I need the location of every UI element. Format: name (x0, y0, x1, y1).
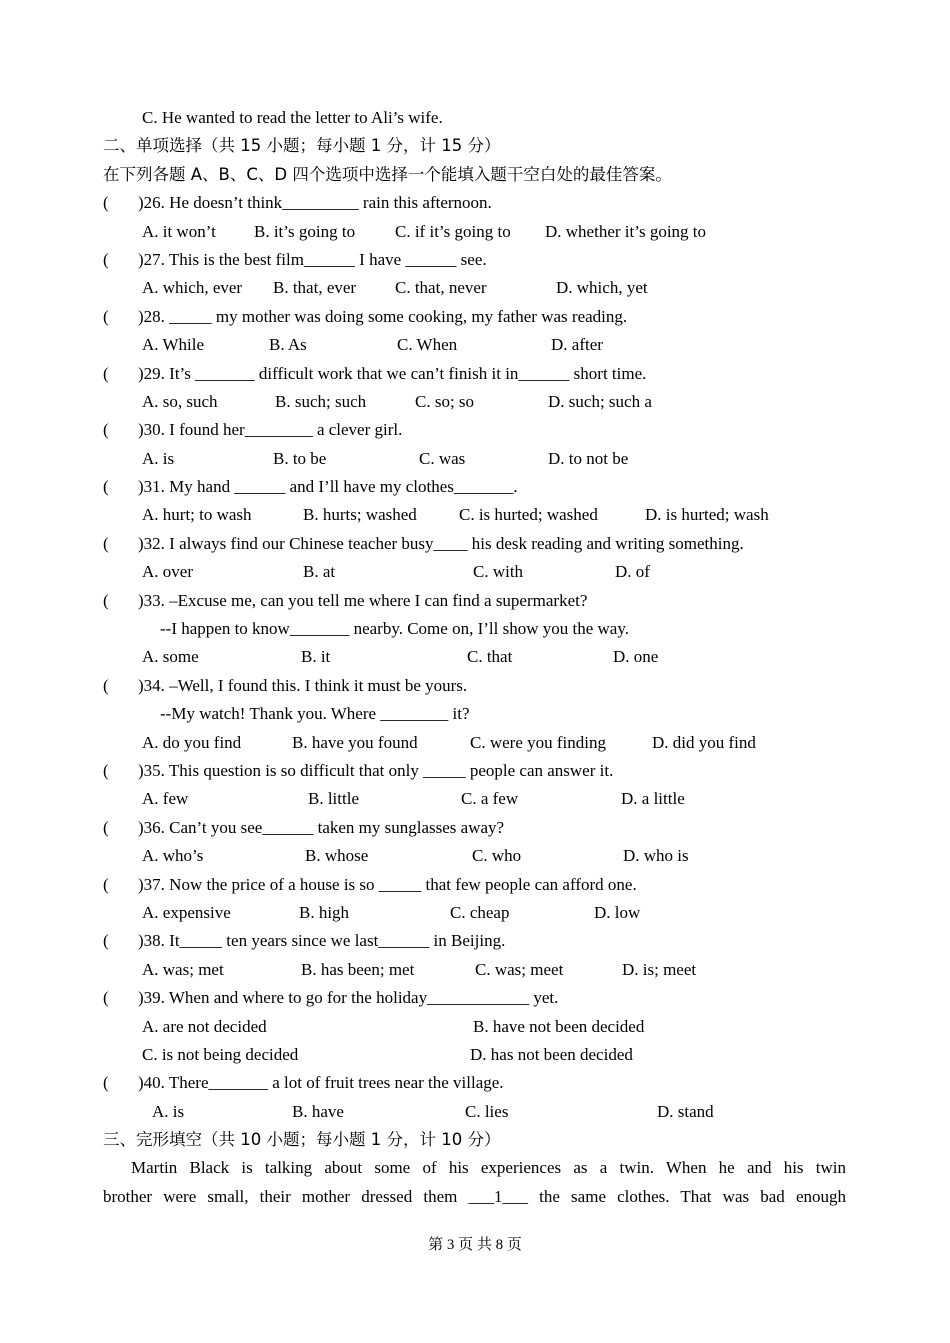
question-39-options-row-1 (0, 1013, 950, 1041)
option-d: D. is hurted; wash (645, 505, 769, 525)
carryover-line (0, 104, 950, 132)
question-34-dialogue (0, 700, 950, 728)
answer-bracket-open: ( (103, 874, 109, 894)
question-number: 34. (143, 675, 165, 695)
answer-bracket-close: ) (138, 193, 144, 213)
option-d: D. to not be (548, 448, 629, 468)
question-stem: I always find our Chinese teacher busy____ his desk reading and writing something. (169, 533, 744, 553)
question-27-stem-line (138, 246, 487, 274)
passage-line-2: brother were small, their mother dressed them ___1___ the same clothes. That was bad enough (103, 1186, 846, 1206)
option-c: C. When (397, 335, 458, 355)
exam-page-body (0, 104, 950, 1211)
option-b: B. high (299, 902, 350, 922)
option-a: A. over (142, 562, 193, 582)
question-number: 39. (143, 988, 165, 1008)
option-a: A. so, such (142, 391, 218, 411)
question-38-options (0, 956, 950, 984)
answer-bracket-close: ) (138, 249, 144, 269)
question-number: 26. (143, 193, 165, 213)
question-36-stem-line (138, 814, 504, 842)
option-c: C. that (467, 647, 513, 667)
question-number: 33. (143, 590, 165, 610)
question-number: 38. (143, 931, 165, 951)
option-b: B. have (292, 1101, 344, 1121)
question-32-options (0, 558, 950, 586)
option-c: C. cheap (450, 902, 510, 922)
question-28-stem-line (138, 303, 627, 331)
option-b: B. that, ever (273, 278, 357, 298)
question-34 (0, 672, 950, 700)
answer-bracket-open: ( (103, 1073, 109, 1093)
option-b: B. has been; met (301, 959, 415, 979)
section3-title: 三、完形填空（共 10 小题；每小题 1 分，计 10 分） (103, 1130, 501, 1150)
option-a: A. hurt; to wash (142, 505, 252, 525)
option-a: A. which, ever (142, 278, 243, 298)
question-stem: Can’t you see______ taken my sunglasses away? (169, 817, 505, 837)
option-b: B. at (303, 562, 336, 582)
option-b: B. it’s going to (254, 221, 356, 241)
option-c: C. lies (465, 1101, 509, 1121)
question-39-options-row-2 (0, 1041, 950, 1069)
question-37 (0, 871, 950, 899)
answer-bracket-close: ) (138, 420, 144, 440)
option-c: C. was; meet (475, 959, 564, 979)
option-b: B. whose (305, 846, 369, 866)
question-number: 27. (143, 249, 165, 269)
option-d: D. stand (657, 1101, 714, 1121)
answer-bracket-close: ) (138, 817, 144, 837)
question-36 (0, 814, 950, 842)
option-b: B. have you found (292, 732, 418, 752)
question-33-dialogue (0, 615, 950, 643)
answer-bracket-open: ( (103, 477, 109, 497)
question-stem: It’s _______ difficult work that we can’t finish it in______ short time. (169, 363, 647, 383)
question-stem: This question is so difficult that only _____ people can answer it. (168, 760, 614, 780)
option-a: A. While (142, 335, 205, 355)
section2-instruction-line (0, 161, 950, 189)
option-a: A. it won’t (142, 221, 216, 241)
option-c: C. a few (461, 789, 519, 809)
option-a: A. expensive (142, 902, 231, 922)
answer-bracket-close: ) (138, 675, 144, 695)
answer-bracket-close: ) (138, 988, 144, 1008)
option-d: D. whether it’s going to (545, 221, 707, 241)
option-a: A. few (142, 789, 189, 809)
question-number: 32. (143, 533, 165, 553)
answer-bracket-close: ) (138, 477, 144, 497)
answer-bracket-close: ) (138, 363, 144, 383)
option-a: A. is (142, 448, 175, 468)
option-c: C. so; so (415, 391, 475, 411)
answer-bracket-open: ( (103, 420, 109, 440)
option-d: D. after (551, 335, 603, 355)
question-26-options (0, 218, 950, 246)
question-stem-continuation: --I happen to know_______ nearby. Come on, I’ll show you the way. (160, 619, 629, 639)
question-stem: Now the price of a house is so _____ that few people can afford one. (169, 874, 637, 894)
question-number: 29. (143, 363, 165, 383)
answer-bracket-close: ) (138, 306, 144, 326)
question-30 (0, 416, 950, 444)
option-c: C. with (473, 562, 524, 582)
section2-instruction: 在下列各题 A、B、C、D 四个选项中选择一个能填入题干空白处的最佳答案。 (103, 164, 672, 184)
option-d: D. did you find (652, 732, 756, 752)
option-b: B. it (301, 647, 331, 667)
question-stem: –Excuse me, can you tell me where I can find a supermarket? (169, 590, 588, 610)
question-31-options (0, 501, 950, 529)
question-stem: When and where to go for the holiday____________ yet. (168, 988, 559, 1008)
answer-bracket-open: ( (103, 760, 109, 780)
option-b: B. such; such (275, 391, 367, 411)
question-number: 37. (143, 874, 165, 894)
answer-bracket-open: ( (103, 363, 109, 383)
question-37-stem-line (138, 871, 637, 899)
question-stem: There_______ a lot of fruit trees near the village. (168, 1073, 504, 1093)
question-40-options (0, 1098, 950, 1126)
question-33 (0, 587, 950, 615)
question-35 (0, 757, 950, 785)
question-35-options (0, 785, 950, 813)
question-30-options (0, 445, 950, 473)
answer-bracket-open: ( (103, 533, 109, 553)
question-28-options (0, 331, 950, 359)
option-b: B. have not been decided (473, 1016, 645, 1036)
option-d: D. which, yet (556, 278, 648, 298)
option-a: A. do you find (142, 732, 242, 752)
option-b: B. little (308, 789, 359, 809)
question-number: 28. (143, 306, 165, 326)
option-b: B. hurts; washed (303, 505, 417, 525)
question-38 (0, 927, 950, 955)
answer-bracket-open: ( (103, 817, 109, 837)
question-number: 40. (143, 1073, 165, 1093)
question-stem: My hand ______ and I’ll have my clothes_______. (169, 477, 518, 497)
question-33-stem-line (138, 587, 587, 615)
option-d: D. is; meet (622, 959, 697, 979)
answer-bracket-close: ) (138, 931, 144, 951)
question-32-stem-line (138, 530, 744, 558)
question-stem: It_____ ten years since we last______ in Beijing. (169, 931, 506, 951)
question-33-options (0, 643, 950, 671)
carryover-option-c: C. He wanted to read the letter to Ali’s wife. (142, 108, 443, 127)
option-a: A. is (152, 1101, 185, 1121)
question-29 (0, 360, 950, 388)
option-a: A. are not decided (142, 1016, 267, 1036)
question-stem: He doesn’t think_________ rain this afternoon. (169, 193, 492, 213)
answer-bracket-open: ( (103, 988, 109, 1008)
option-c: C. if it’s going to (395, 221, 511, 241)
option-b: B. to be (273, 448, 327, 468)
question-number: 30. (143, 420, 165, 440)
question-stem: I found her________ a clever girl. (169, 420, 403, 440)
question-37-options (0, 899, 950, 927)
option-d: D. of (615, 562, 650, 582)
question-27-options (0, 274, 950, 302)
answer-bracket-close: ) (138, 874, 144, 894)
answer-bracket-open: ( (103, 306, 109, 326)
option-c: C. who (472, 846, 522, 866)
option-d: D. has not been decided (470, 1044, 633, 1064)
question-31 (0, 473, 950, 501)
option-c: C. is not being decided (142, 1044, 299, 1064)
question-26 (0, 189, 950, 217)
question-29-stem-line (138, 360, 646, 388)
question-stem: –Well, I found this. I think it must be yours. (169, 675, 468, 695)
question-39 (0, 984, 950, 1012)
question-38-stem-line (138, 927, 505, 955)
option-a: A. was; met (142, 959, 224, 979)
question-31-stem-line (138, 473, 518, 501)
option-c: C. was (419, 448, 466, 468)
question-27 (0, 246, 950, 274)
answer-bracket-close: ) (138, 760, 144, 780)
answer-bracket-open: ( (103, 931, 109, 951)
question-34-stem-line (138, 672, 467, 700)
option-d: D. such; such a (548, 391, 652, 411)
option-b: B. As (269, 335, 307, 355)
answer-bracket-open: ( (103, 193, 109, 213)
question-40-stem-line (138, 1069, 504, 1097)
question-number: 31. (143, 477, 165, 497)
section2-title: 二、单项选择（共 15 小题；每小题 1 分，计 15 分） (103, 136, 501, 156)
question-32 (0, 530, 950, 558)
option-c: C. is hurted; washed (459, 505, 598, 525)
page-footer (0, 1233, 950, 1257)
option-a: A. who’s (142, 846, 204, 866)
answer-bracket-open: ( (103, 590, 109, 610)
question-30-stem-line (138, 416, 402, 444)
passage-line-1: Martin Black is talking about some of his experiences as a twin. When he and his twin (131, 1158, 846, 1178)
answer-bracket-close: ) (138, 533, 144, 553)
question-28 (0, 303, 950, 331)
question-40 (0, 1069, 950, 1097)
question-stem: _____ my mother was doing some cooking, my father was reading. (169, 306, 628, 326)
option-d: D. who is (623, 846, 689, 866)
option-d: D. a little (621, 789, 685, 809)
answer-bracket-close: ) (138, 1073, 144, 1093)
answer-bracket-open: ( (103, 249, 109, 269)
option-d: D. low (594, 902, 641, 922)
question-number: 36. (143, 817, 165, 837)
question-34-options (0, 729, 950, 757)
section2-title-line (0, 132, 950, 160)
answer-bracket-close: ) (138, 590, 144, 610)
question-number: 35. (143, 760, 165, 780)
question-stem-continuation: --My watch! Thank you. Where ________ it? (160, 704, 470, 724)
option-c: C. that, never (395, 278, 487, 298)
option-c: C. were you finding (470, 732, 606, 752)
question-26-stem-line (138, 189, 492, 217)
question-29-options (0, 388, 950, 416)
question-39-stem-line (138, 984, 558, 1012)
question-36-options (0, 842, 950, 870)
answer-bracket-open: ( (103, 675, 109, 695)
option-d: D. one (613, 647, 659, 667)
section3-title-line (0, 1126, 950, 1154)
option-a: A. some (142, 647, 199, 667)
question-35-stem-line (138, 757, 613, 785)
page-number-label: 第 3 页 共 8 页 (428, 1237, 522, 1253)
question-stem: This is the best film______ I have ______ see. (168, 249, 487, 269)
